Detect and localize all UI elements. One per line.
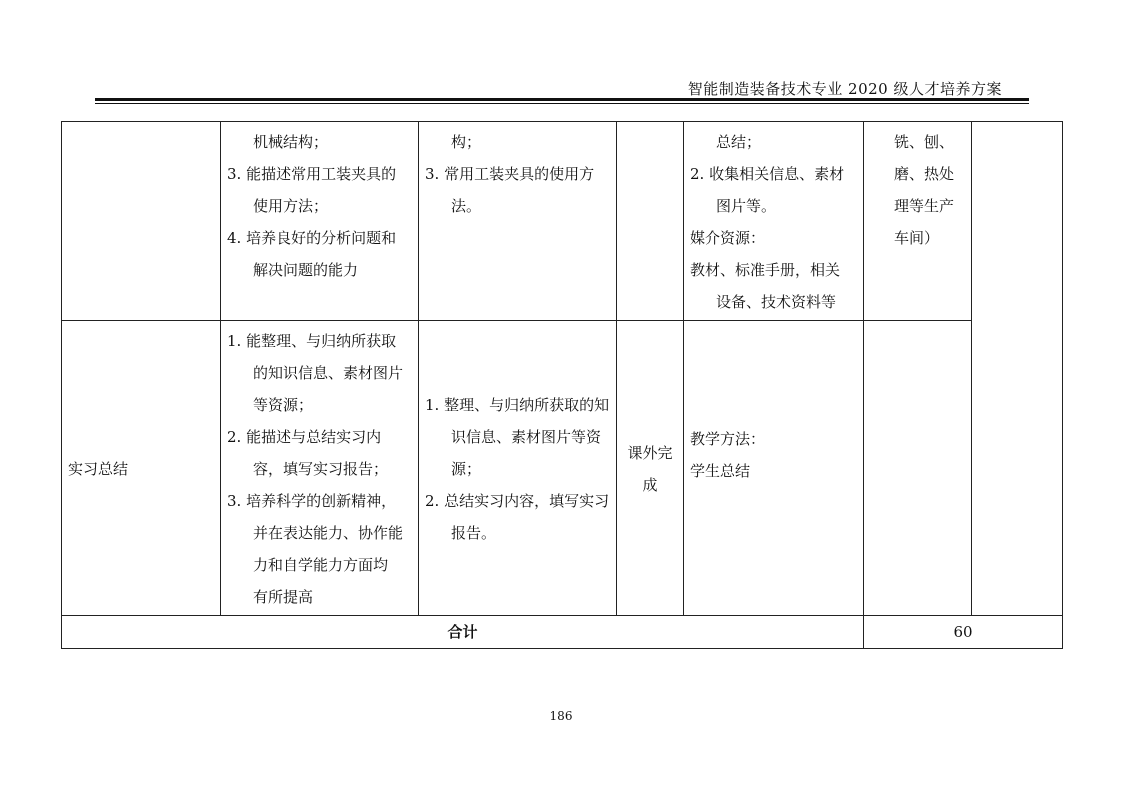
cell-text-line: 图片等。 — [716, 197, 777, 215]
page-number: 186 — [549, 709, 573, 723]
cell-text-line: 机械结构； — [253, 133, 329, 151]
cell-text-line: 力和自学能力方面均 — [253, 556, 389, 574]
cell-text-line: 学生总结 — [690, 462, 751, 480]
project-name-cell — [62, 122, 221, 321]
cell-text-line: 法。 — [451, 197, 482, 215]
project-name: 实习总结 — [68, 460, 129, 478]
cell-text-line: 3. 能描述常用工装夹具的 — [227, 165, 397, 183]
cell-text-line: 2. 能描述与总结实习内 — [227, 428, 382, 446]
hours-text: 成 — [642, 476, 658, 494]
cell-text-line: 2. 总结实习内容，填写实习 — [425, 492, 610, 510]
location-cell — [864, 122, 972, 321]
training-plan-table — [61, 121, 1063, 649]
cell-text-line: 报告。 — [451, 524, 497, 542]
cell-text-line: 铣、刨、 — [894, 133, 955, 151]
content-cell — [419, 122, 617, 321]
cell-text-line: 的知识信息、素材图片 — [253, 364, 404, 382]
cell-text-line: 设备、技术资料等 — [716, 293, 837, 311]
cell-text-line: 教材、标准手册，相关 — [690, 261, 841, 279]
resources-cell — [684, 122, 864, 321]
header-rule-thick — [95, 98, 1029, 101]
cell-text-line: 解决问题的能力 — [253, 261, 359, 279]
cell-text-line: 识信息、素材图片等资 — [451, 428, 602, 446]
cell-text-line: 3. 常用工装夹具的使用方 — [425, 165, 595, 183]
hours-cell — [617, 122, 684, 321]
cell-text-line: 磨、热处 — [894, 165, 955, 183]
project-name-cell — [62, 321, 221, 616]
resources-cell — [684, 321, 864, 616]
hours-text: 课外完 — [627, 444, 673, 462]
remarks-cell — [972, 122, 1063, 616]
hours-cell — [617, 321, 684, 616]
cell-text-line: 源； — [451, 460, 482, 478]
cell-text-line: 构； — [451, 133, 482, 151]
location-cell — [864, 321, 972, 616]
cell-text-line: 总结； — [716, 133, 762, 151]
cell-text-line: 1. 整理、与归纳所获取的知 — [425, 396, 610, 414]
cell-text-line: 2. 收集相关信息、素材 — [690, 165, 845, 183]
cell-text-line: 使用方法； — [253, 197, 329, 215]
total-hours-value: 60 — [864, 616, 1063, 649]
cell-text-line: 等资源； — [253, 396, 314, 414]
cell-text-line: 并在表达能力、协作能 — [253, 524, 404, 542]
table-row — [62, 122, 1063, 321]
cell-text-line: 车间） — [894, 229, 940, 247]
cell-text-line: 有所提高 — [253, 588, 314, 606]
total-label: 合计 — [62, 616, 864, 649]
objectives-cell — [221, 321, 419, 616]
cell-text-line: 媒介资源： — [690, 229, 766, 247]
table-row — [62, 616, 1063, 649]
cell-text-line: 3. 培养科学的创新精神， — [227, 492, 397, 510]
cell-text-line: 1. 能整理、与归纳所获取 — [227, 332, 397, 350]
document-header-title: 智能制造装备技术专业 2020 级人才培养方案 — [687, 80, 1002, 98]
cell-text-line: 教学方法： — [690, 430, 766, 448]
cell-text-line: 理等生产 — [894, 197, 955, 215]
content-cell — [419, 321, 617, 616]
header-rule-thin — [95, 103, 1029, 104]
table-row — [62, 321, 1063, 616]
cell-text-line: 4. 培养良好的分析问题和 — [227, 229, 397, 247]
objectives-cell — [221, 122, 419, 321]
cell-text-line: 容，填写实习报告； — [253, 460, 389, 478]
